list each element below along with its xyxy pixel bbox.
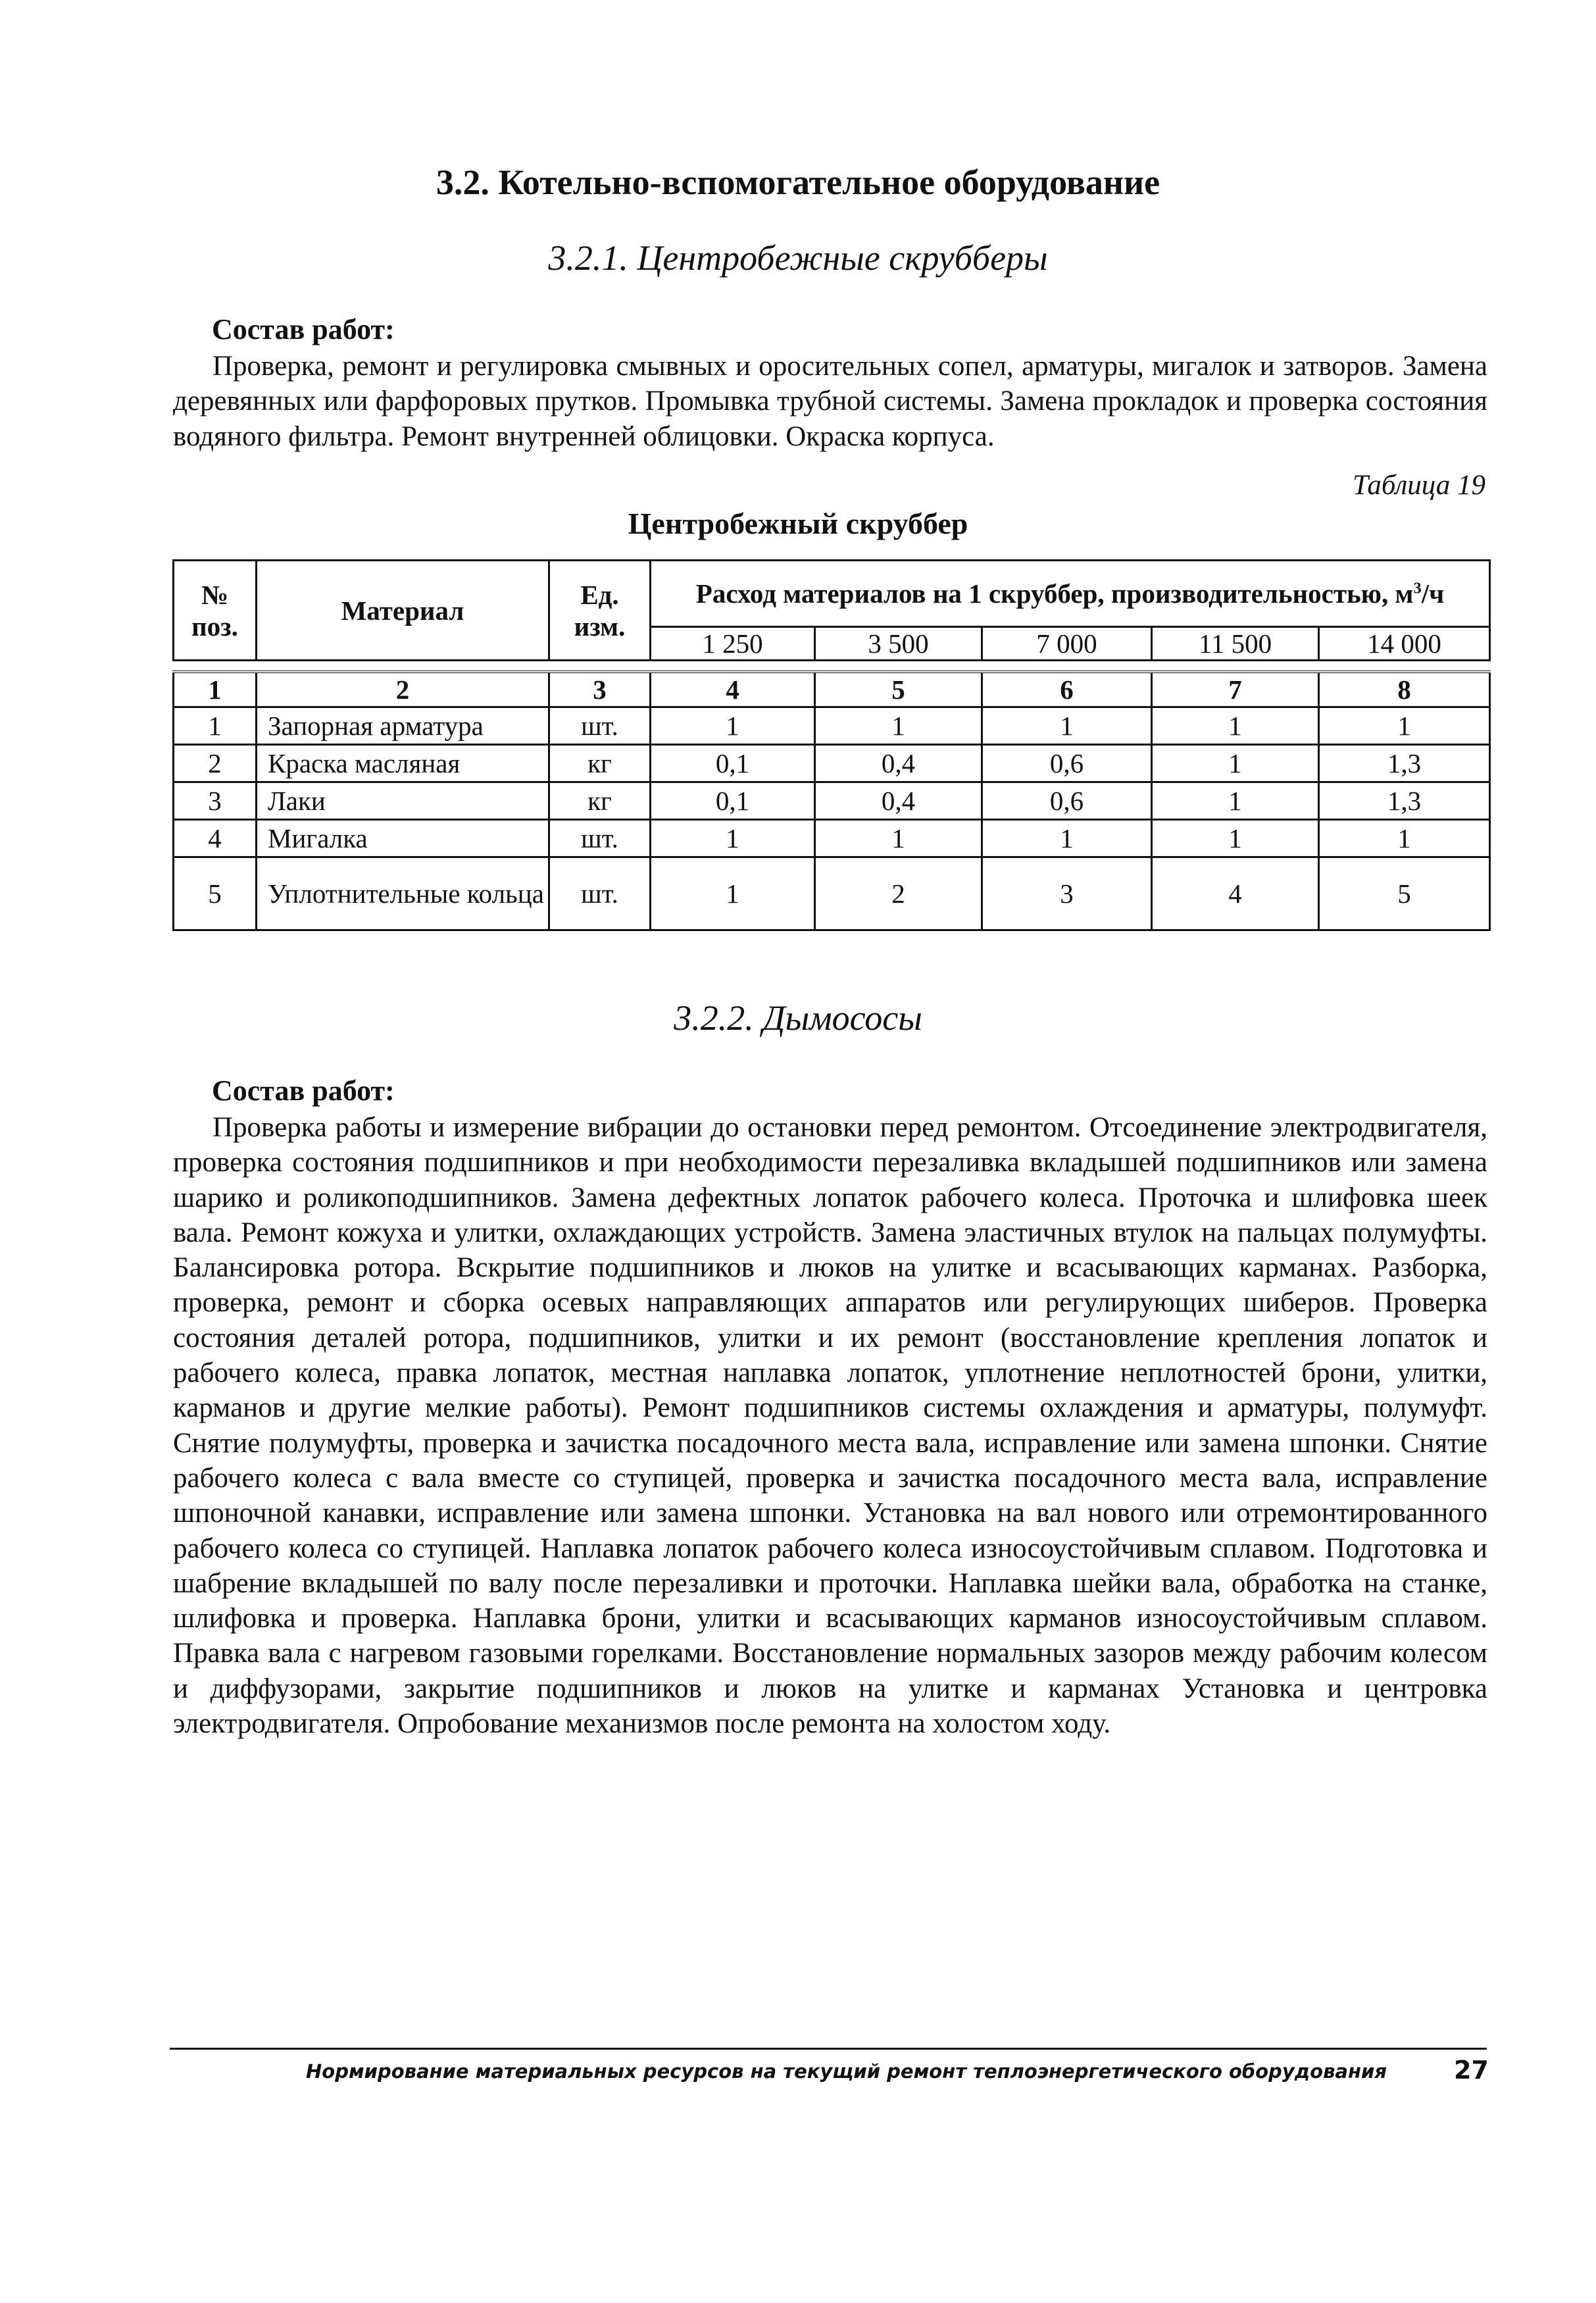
row-value: 1: [815, 707, 982, 745]
row-value: 0,6: [982, 745, 1152, 782]
footer-title: Нормирование материальных ресурсов на текущий ремонт теплоэнергетического оборудования: [306, 2060, 1387, 2083]
table-row: [174, 857, 1490, 930]
table-row: [174, 707, 1490, 745]
row-material: Краска масляная: [257, 745, 549, 782]
footer-divider: [170, 2048, 1487, 2050]
column-number: 1: [174, 672, 257, 707]
row-material: Запорная арматура: [257, 707, 549, 745]
header-consumption: [651, 561, 1490, 627]
work-composition-label: Состав работ:: [212, 1075, 395, 1107]
row-pos: 2: [174, 745, 257, 782]
row-material: Лаки: [257, 782, 549, 820]
row-value: 3: [982, 857, 1152, 930]
header-consumption-sup: 3: [1413, 579, 1422, 597]
row-pos: 4: [174, 820, 257, 857]
header-pos: № поз.: [174, 561, 257, 661]
row-value: 0,4: [815, 782, 982, 820]
work-description-smoke-exhausters: Проверка работы и измерение вибрации до остановки перед ремонтом. Отсоединение электродвигателя, проверка состояния подшипников и при необходимости перезаливка вкладышей подшипников или замена шарико и роликоподшипников. Замена дефектных лопаток рабочего колеса. Проточка и шлифовка шеек вала. Ремонт кожуха и улитки, охлаждающих устройств. Замена эластичных втулок на пальцах полумуфты. Балансировка ротора. Вскрытие подшипников и люков на улитке и всасывающих карманах. Разборка, проверка, ремонт и сборка осевых направляющих аппаратов или регулирующих шиберов. Проверка состояния деталей ротора, подшипников, улитки и их ремонт (восстановление крепления лопаток и рабочего колеса, правка лопаток, местная наплавка лопаток, уплотнение неплотностей брони, улитки, карманов и другие мелкие работы). Ремонт подшипников системы охлаждения и арматуры, полумуфт. Снятие полумуфты, проверка и зачистка посадочного места вала, исправление или замена шпонки. Снятие рабочего колеса с вала вместе со ступицей, проверка и зачистка посадочного места вала, исправление шпоночной канавки, исправление или замена шпонки. Установка на вал нового или отремонтированного рабочего колеса со ступицей. Наплавка лопаток рабочего колеса износоустойчивым сплавом. Подготовка и шабрение вкладышей по валу после перезаливки и проточки. Наплавка шейки вала, обработка на станке, шлифовка и проверка. Наплавка брони, улитки и всасывающих карманов износоустойчивым сплавом. Правка вала с нагревом газовыми горелками. Восстановление нормальных зазоров между рабочим колесом и диффузорами, закрытие подшипников и люков на улитке и карманах Установка и центровка электродвигателя. Опробование механизмов после ремонта на холостом ходу.: [173, 1112, 1487, 1740]
row-value: 1: [651, 857, 815, 930]
capacity-cell: 1 250: [651, 627, 815, 661]
header-unit: Ед. изм.: [549, 561, 651, 661]
capacity-cell: 11 500: [1152, 627, 1319, 661]
subsection-title-smoke-exhausters: 3.2.2. Дымососы: [674, 998, 922, 1038]
header-consumption-text: Расход материалов на 1 скруббер, производительностью, м: [695, 578, 1414, 609]
row-unit: шт.: [549, 820, 651, 857]
row-material: Уплотнительные кольца: [257, 857, 549, 930]
row-value: 0,1: [651, 782, 815, 820]
row-unit: кг: [549, 745, 651, 782]
row-value: 1: [815, 820, 982, 857]
row-value: 0,6: [982, 782, 1152, 820]
subsection-title-scrubbers: 3.2.1. Центробежные скрубберы: [548, 238, 1048, 278]
row-value: 1: [1152, 820, 1319, 857]
work-description-scrubbers: Проверка, ремонт и регулировка смывных и оросительных сопел, арматуры, мигалок и затворов. Замена деревянных или фарфоровых прутков. Промывка трубной системы. Замена прокладок и проверка состояния водяного фильтра. Ремонт внутренней облицовки. Окраска корпуса.: [173, 351, 1487, 452]
row-value: 1,3: [1319, 782, 1490, 820]
table-row: [174, 745, 1490, 782]
header-consumption-tail: /ч: [1421, 578, 1445, 609]
row-material: Мигалка: [257, 820, 549, 857]
page-number: 27: [1454, 2056, 1489, 2085]
row-value: 1: [982, 707, 1152, 745]
row-pos: 3: [174, 782, 257, 820]
row-pos: 5: [174, 857, 257, 930]
row-value: 2: [815, 857, 982, 930]
column-number-row: [174, 672, 1490, 707]
column-number: 3: [549, 672, 651, 707]
row-value: 0,1: [651, 745, 815, 782]
capacity-cell: 14 000: [1319, 627, 1490, 661]
column-number: 4: [651, 672, 815, 707]
column-number: 8: [1319, 672, 1490, 707]
row-value: 5: [1319, 857, 1490, 930]
row-value: 1: [1319, 707, 1490, 745]
capacity-cell: 7 000: [982, 627, 1152, 661]
header-material: Материал: [257, 561, 549, 661]
table-title: Центробежный скруббер: [628, 507, 968, 540]
capacity-cell: 3 500: [815, 627, 982, 661]
row-value: 4: [1152, 857, 1319, 930]
row-unit: шт.: [549, 857, 651, 930]
column-number: 5: [815, 672, 982, 707]
row-value: 1: [651, 707, 815, 745]
column-number: 6: [982, 672, 1152, 707]
column-number: 2: [257, 672, 549, 707]
work-composition-label: Состав работ:: [212, 313, 395, 345]
row-unit: кг: [549, 782, 651, 820]
row-value: 1: [651, 820, 815, 857]
row-value: 1,3: [1319, 745, 1490, 782]
row-pos: 1: [174, 707, 257, 745]
row-value: 0,4: [815, 745, 982, 782]
table-row: [174, 782, 1490, 820]
row-value: 1: [1152, 745, 1319, 782]
table-row: [174, 820, 1490, 857]
row-value: 1: [982, 820, 1152, 857]
column-number: 7: [1152, 672, 1319, 707]
row-value: 1: [1319, 820, 1490, 857]
table-reference: Таблица 19: [1353, 470, 1485, 501]
materials-table: [172, 559, 1491, 931]
section-title: 3.2. Котельно-вспомогательное оборудование: [436, 163, 1160, 202]
row-value: 1: [1152, 782, 1319, 820]
row-value: 1: [1152, 707, 1319, 745]
row-unit: шт.: [549, 707, 651, 745]
